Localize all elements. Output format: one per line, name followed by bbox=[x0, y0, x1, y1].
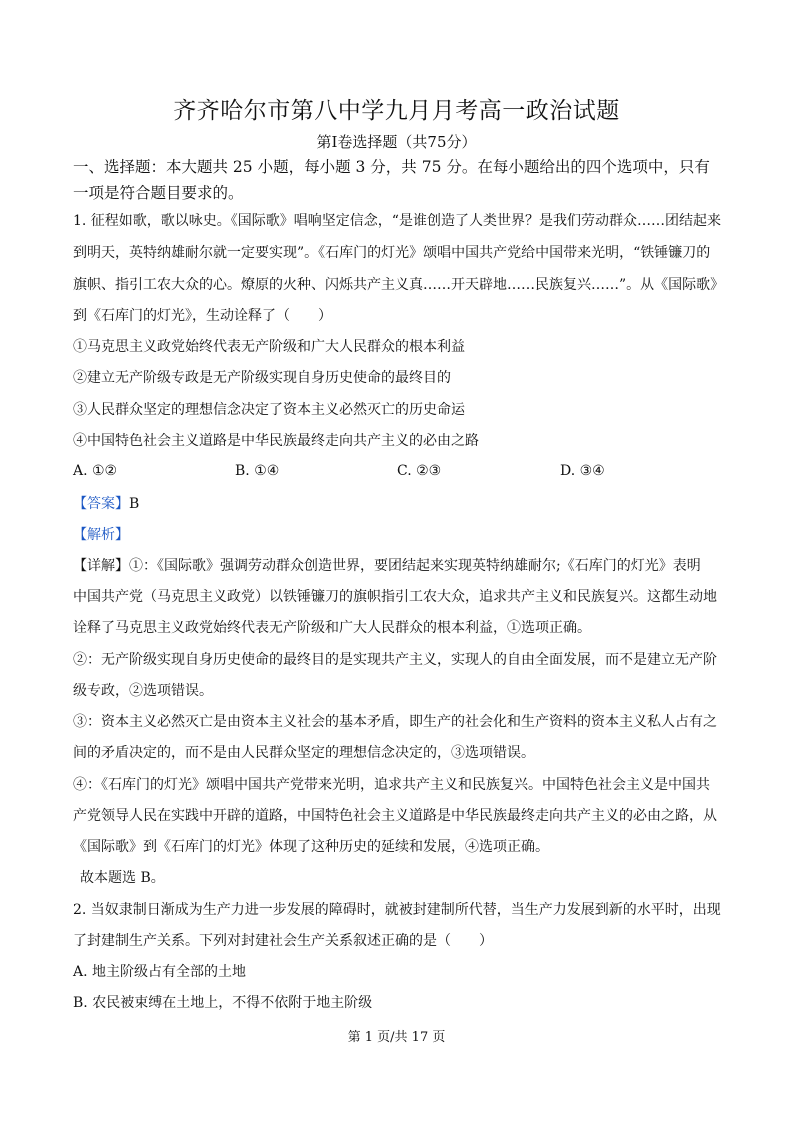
exam-title: 齐齐哈尔市第八中学九月月考高一政治试题 bbox=[173, 98, 620, 124]
question-1-statement: ②建立无产阶级专政是无产阶级实现自身历史使命的最终目的 bbox=[73, 370, 451, 386]
question-1-text: 1. 征程如歌，歌以咏史。《国际歌》唱响坚定信念，“是谁创造了人类世界？是我们劳动群众……团结起来 bbox=[73, 213, 721, 229]
option-c: C. ②③ bbox=[397, 463, 442, 479]
question-1-statement: ③人民群众坚定的理想信念决定了资本主义必然灭亡的历史命运 bbox=[73, 402, 465, 418]
conclusion-text: 故本题选 B。 bbox=[80, 870, 165, 886]
detail-text: 中国共产党（马克思主义政党）以铁锤镰刀的旗帜指引工农大众，追求共产主义和民族复兴。这都生动地 bbox=[73, 589, 717, 605]
question-1-text: 旗帜、指引工农大众的心。燎原的火种、闪烁共产主义真……开天辟地……民族复兴……”。从《国际歌》 bbox=[73, 277, 725, 293]
question-2-option-a: A. 地主阶级占有全部的土地 bbox=[73, 964, 247, 980]
page-number: 第 1 页/共 17 页 bbox=[347, 1030, 446, 1045]
detail-text: ③：资本主义必然灭亡是由资本主义社会的基本矛盾，即生产的社会化和生产资料的资本主义私人占有之 bbox=[73, 714, 717, 730]
analysis-line bbox=[73, 525, 129, 545]
section-intro-line: 一项是符合题目要求的。 bbox=[73, 184, 244, 202]
detail-text: 产党领导人民在实践中开辟的道路，中国特色社会主义道路是中华民族最终走向共产主义的必由之路，从 bbox=[73, 808, 717, 824]
detail-text: 级专政，②选项错误。 bbox=[73, 683, 213, 699]
detail-text: 诠释了马克思主义政党始终代表无产阶级和广大人民群众的根本利益，①选项正确。 bbox=[73, 620, 591, 636]
detail-tag: 【详解】 bbox=[73, 558, 129, 574]
option-a: A. ①② bbox=[73, 463, 118, 479]
section-intro-line: 一、选择题：本大题共 25 小题，每小题 3 分，共 75 分。在每小题给出的四个选项中，只有 bbox=[73, 158, 710, 176]
detail-line bbox=[73, 556, 701, 576]
question-2-text: 2. 当奴隶制日渐成为生产力进一步发展的障碍时，就被封建制所代替，当生产力发展到新的水平时，出现 bbox=[73, 902, 721, 918]
answer-tag: 【答案】 bbox=[73, 496, 129, 512]
question-2-text: 了封建制生产关系。下列对封建社会生产关系叙述正确的是（ ） bbox=[73, 933, 493, 949]
question-1-text: 到《石库门的灯光》，生动诠释了（ ） bbox=[73, 308, 332, 324]
question-1-statement: ④中国特色社会主义道路是中华民族最终走向共产主义的必由之路 bbox=[73, 433, 479, 449]
answer-value: B bbox=[129, 496, 140, 512]
question-1-text: 到明天，英特纳雄耐尔就一定要实现”。《石库门的灯光》颂唱中国共产党给中国带来光明，“铁锤镰刀的 bbox=[73, 245, 711, 261]
question-2-option-b: B. 农民被束缚在土地上，不得不依附于地主阶级 bbox=[73, 995, 373, 1011]
detail-text: ①：《国际歌》强调劳动群众创造世界，要团结起来实现英特纳雄耐尔;《石库门的灯光》表明 bbox=[129, 558, 701, 574]
option-b: B. ①④ bbox=[235, 463, 280, 479]
detail-text: 间的矛盾决定的，而不是由人民群众坚定的理想信念决定的，③选项错误。 bbox=[73, 745, 535, 761]
detail-text: 《国际歌》到《石库门的灯光》体现了这种历史的延续和发展，④选项正确。 bbox=[73, 839, 549, 855]
option-d: D. ③④ bbox=[560, 463, 605, 479]
detail-text: ④：《石库门的灯光》颂唱中国共产党带来光明，追求共产主义和民族复兴。中国特色社会主义是中国共 bbox=[73, 777, 710, 793]
section-subtitle: 第Ⅰ卷选择题（共75分） bbox=[316, 133, 477, 151]
answer-line bbox=[73, 494, 139, 514]
analysis-tag: 【解析】 bbox=[73, 527, 129, 543]
question-1-statement: ①马克思主义政党始终代表无产阶级和广大人民群众的根本利益 bbox=[73, 339, 465, 355]
detail-text: ②：无产阶级实现自身历史使命的最终目的是实现共产主义，实现人的自由全面发展，而不是建立无产阶 bbox=[73, 652, 717, 668]
